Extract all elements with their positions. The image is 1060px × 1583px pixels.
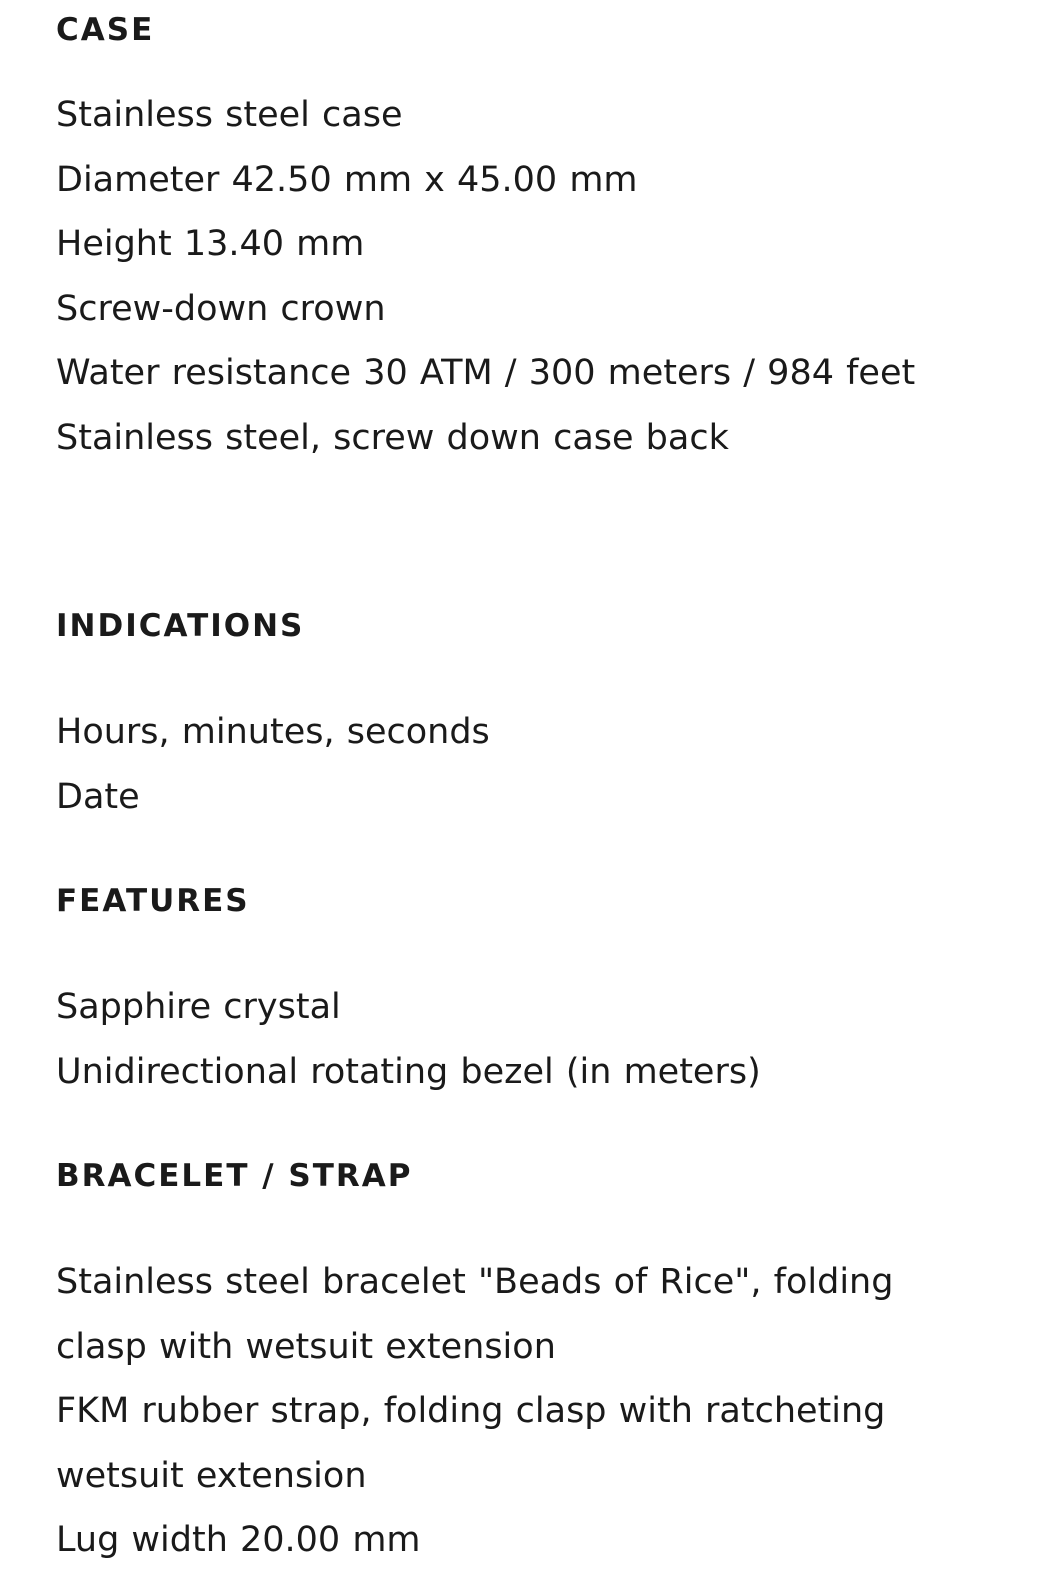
list-item: Date: [56, 776, 140, 817]
list-item: Lug width 20.00 mm: [56, 1520, 421, 1560]
section-heading-features: FEATURES: [56, 883, 250, 919]
section-heading-indications: INDICATIONS: [56, 608, 305, 644]
list-item: Stainless steel case: [56, 95, 403, 135]
features-list: [56, 975, 936, 1104]
list-item: Water resistance 30 ATM / 300 meters / 984 feet: [56, 353, 916, 393]
list-item: FKM rubber strap, folding clasp with ratcheting wetsuit extension: [56, 1391, 886, 1496]
list-item: Hours, minutes, seconds: [56, 712, 490, 752]
section-bracelet-strap: [56, 1157, 956, 1560]
case-list: [56, 83, 936, 470]
list-item: Stainless steel, screw down case back: [56, 417, 729, 458]
list-item: Height 13.40 mm: [56, 224, 365, 264]
list-item: Unidirectional rotating bezel (in meters): [56, 1051, 761, 1092]
list-item: Screw-down crown: [56, 288, 386, 329]
section-features: [56, 882, 956, 1092]
section-heading-case: CASE: [56, 12, 155, 48]
section-case: [56, 11, 956, 458]
list-item: Diameter 42.50 mm x 45.00 mm: [56, 159, 638, 200]
section-heading-bracelet-strap: BRACELET / STRAP: [56, 1158, 413, 1194]
section-indications: [56, 607, 956, 817]
list-item: Stainless steel bracelet "Beads of Rice", folding clasp with wetsuit extension: [56, 1262, 894, 1367]
bracelet-strap-list: [56, 1250, 936, 1573]
indications-list: [56, 700, 936, 829]
list-item: Sapphire crystal: [56, 987, 341, 1027]
